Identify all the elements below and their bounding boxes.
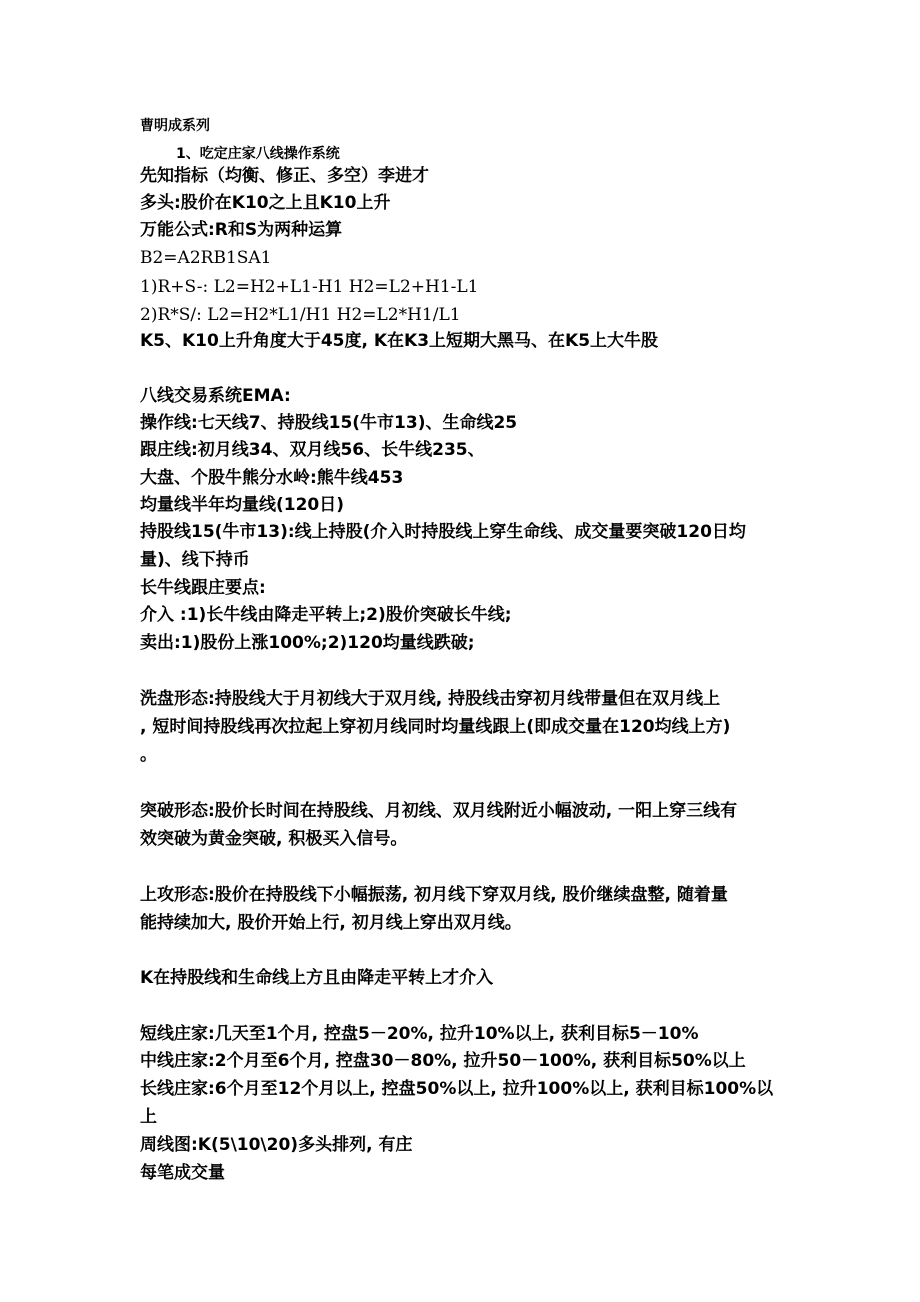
- text-line: 每笔成交量: [140, 1163, 225, 1183]
- text-line: 先知指标（均衡、修正、多空）李进才: [140, 166, 429, 186]
- text-line: 长线庄家:6个月至12个月以上, 控盘50%以上, 拉升100%以上, 获利目标100%以: [140, 1079, 774, 1099]
- formula-line: 2)R*S/: L2=H2*L1/H1 H2=L2*H1/L1: [140, 305, 461, 325]
- text-line: 中线庄家:2个月至6个月, 控盘30－80%, 拉升50－100%, 获利目标50%以上: [140, 1051, 746, 1071]
- text-line: , 短时间持股线再次拉起上穿初月线同时均量线跟上(即成交量在120均线上方): [140, 717, 731, 737]
- text-line: 均量线半年均量线(120日): [140, 495, 345, 515]
- text-line: 操作线:七天线7、持股线15(牛市13)、生命线25: [140, 413, 518, 433]
- text-line: K在持股线和生命线上方且由降走平转上才介入: [140, 968, 494, 988]
- text-line: 能持续加大, 股价开始上行, 初月线上穿出双月线。: [140, 913, 522, 933]
- text-line: 长牛线跟庄要点:: [140, 578, 266, 598]
- text-line: 洗盘形态:持股线大于月初线大于双月线, 持股线击穿初月线带量但在双月线上: [140, 689, 721, 709]
- text-line: K5、K10上升角度大于45度, K在K3上短期大黑马、在K5上大牛股: [140, 331, 659, 351]
- text-line: 大盘、个股牛熊分水岭:熊牛线453: [140, 468, 404, 488]
- text-line: 效突破为黄金突破, 积极买入信号。: [140, 829, 408, 849]
- text-line: 量)、线下持币: [140, 550, 250, 570]
- series-title: 曹明成系列: [140, 118, 210, 134]
- formula-line: B2=A2RB1SA1: [140, 248, 272, 268]
- text-line: 短线庄家:几天至1个月, 控盘5－20%, 拉升10%以上, 获利目标5－10%: [140, 1024, 699, 1044]
- text-line: 八线交易系统EMA:: [140, 386, 291, 406]
- text-line: 持股线15(牛市13):线上持股(介入时持股线上穿生命线、成交量要突破120日均: [140, 522, 746, 542]
- section-title: 1、吃定庄家八线操作系统: [176, 146, 340, 162]
- text-line: 突破形态:股价长时间在持股线、月初线、双月线附近小幅波动, 一阳上穿三线有: [140, 801, 738, 821]
- text-line: 介入 :1)长牛线由降走平转上;2)股价突破长牛线;: [140, 605, 512, 625]
- text-line: 上攻形态:股价在持股线下小幅振荡, 初月线下穿双月线, 股价继续盘整, 随着量: [140, 885, 728, 905]
- text-line: 上: [140, 1107, 157, 1127]
- text-line: 。: [140, 745, 157, 765]
- text-line: 跟庄线:初月线34、双月线56、长牛线235、: [140, 440, 485, 460]
- text-line: 万能公式:R和S为两种运算: [140, 220, 343, 240]
- text-line: 周线图:K(5\10\20)多头排列, 有庄: [140, 1135, 413, 1155]
- text-line: 卖出:1)股份上涨100%;2)120均量线跌破;: [140, 633, 475, 653]
- text-line: 多头:股价在K10之上且K10上升: [140, 193, 391, 213]
- formula-line: 1)R+S-: L2=H2+L1-H1 H2=L2+H1-L1: [140, 277, 479, 297]
